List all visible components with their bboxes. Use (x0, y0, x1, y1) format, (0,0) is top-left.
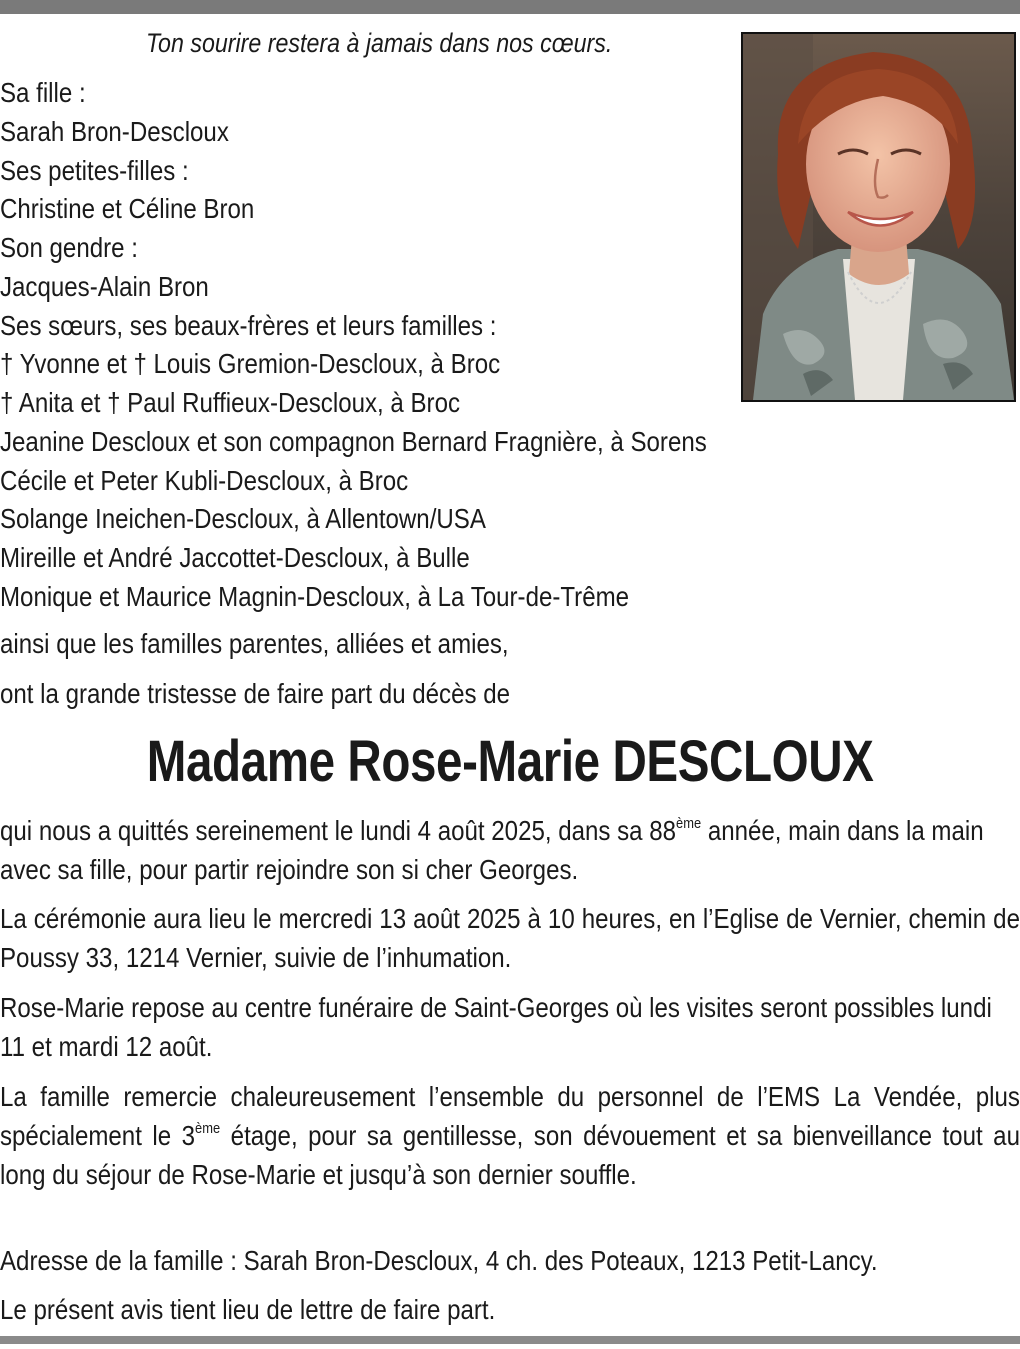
thanks-paragraph (0, 1077, 1020, 1194)
ordinal-suffix: ème (195, 1120, 221, 1137)
family-line: † Yvonne et † Louis Gremion-Descloux, à Broc (0, 348, 501, 380)
closing-line: Le présent avis tient lieu de lettre de faire part. (0, 1294, 496, 1325)
thanks-text: La famille remercie chaleureusement l’ensemble du personnel de l’EMS La Vendée, plus spécialement le 3 (0, 1081, 1020, 1151)
death-paragraph (0, 811, 1020, 889)
family-address: Adresse de la famille : Sarah Bron-Descloux, 4 ch. des Poteaux, 1213 Petit-Lancy. (0, 1245, 878, 1276)
family-line: Sarah Bron-Descloux (0, 115, 229, 147)
family-line: Jacques-Alain Bron (0, 270, 209, 302)
family-line: Sa fille : (0, 77, 86, 108)
top-rule (0, 0, 1020, 14)
bottom-rule (0, 1336, 1020, 1344)
family-list (0, 74, 822, 617)
ordinal-suffix: ème (676, 815, 702, 832)
family-line: † Anita et † Paul Ruffieux-Descloux, à Broc (0, 387, 461, 418)
visits-paragraph: Rose-Marie repose au centre funéraire de Saint-Georges où les visites seront possibles lundi 11 et mardi 12 août. (0, 992, 992, 1062)
family-line: Monique et Maurice Magnin-Descloux, à La Tour-de-Trême (0, 580, 630, 612)
family-line: Mireille et André Jaccottet-Descloux, à Bulle (0, 542, 470, 573)
deceased-name (0, 728, 1020, 795)
death-text-cont: année, main dans la main avec sa fille, pour partir rejoindre son si cher Georges. (0, 815, 984, 885)
family-line: Son gendre : (0, 232, 138, 263)
family-line: Christine et Céline Bron (0, 193, 255, 225)
deceased-name-text: Madame Rose-Marie DESCLOUX (146, 729, 874, 794)
thanks-text-cont: étage, pour sa gentillesse, son dévouement et sa bienveillance tout au long du séjour de Rose-Marie et jusqu’à son dernier souffle. (0, 1120, 1020, 1190)
family-line: Cécile et Peter Kubli-Descloux, à Broc (0, 464, 409, 496)
death-text: qui nous a quittés sereinement le lundi 4 août 2025, dans sa 88 (0, 815, 677, 846)
relatives-line: ainsi que les familles parentes, alliées et amies, (0, 628, 509, 659)
family-line: Ses petites-filles : (0, 154, 189, 186)
family-line: Jeanine Descloux et son compagnon Bernard Fragnière, à Sorens (0, 425, 707, 457)
family-line: Solange Ineichen-Descloux, à Allentown/USA (0, 503, 486, 535)
ceremony-paragraph: La cérémonie aura lieu le mercredi 13 août 2025 à 10 heures, en l’Eglise de Vernier, chemin de Poussy 33, 1214 Vernier, suivie de l’inhumation. (0, 903, 1020, 973)
family-line: Ses sœurs, ses beaux-frères et leurs familles : (0, 309, 497, 341)
announcement-line: ont la grande tristesse de faire part du décès de (0, 678, 511, 709)
epigraph-quote: Ton sourire restera à jamais dans nos cœurs. (146, 28, 613, 58)
